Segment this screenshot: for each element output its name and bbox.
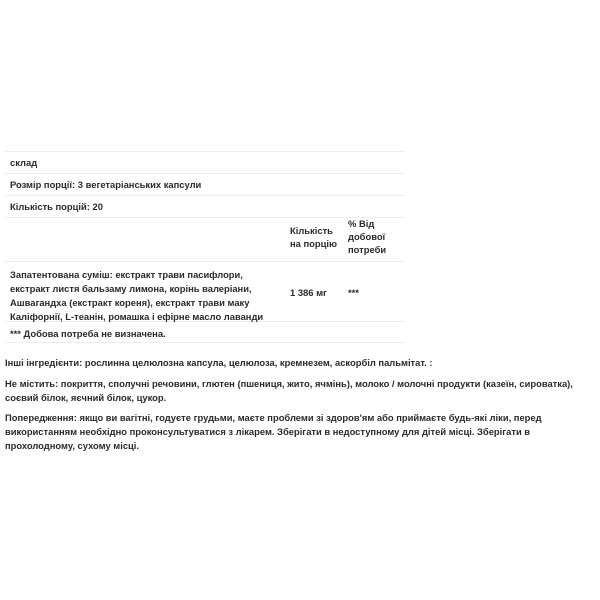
table-row — [5, 261, 405, 321]
free-of: Не містить: покриття, сполучні речовини, глютен (пшениця, жито, ячмінь), молоко / молочні продукти (казеїн, сироватка), соєвий білок, яєчний білок, цукор. — [5, 378, 573, 403]
warning: Попередження: якщо ви вагітні, годуєте грудьми, маєте проблеми зі здоров'ям або приймаєте будь-які ліки, перед використанням необхідно проконсультуватися з лікарем. Зберігати в недоступному для дітей місці. Зберігати в прохолодному, сухому місці. — [5, 412, 542, 451]
serving-size: Розмір порції: 3 вегетаріанських капсули — [5, 173, 405, 195]
amount-header: Кількість на порцію — [290, 225, 337, 249]
servings-per-container: Кількість порцій: 20 — [5, 195, 405, 217]
ingredient-amount: 1 386 мг — [290, 287, 327, 298]
other-ingredients: Інші інгредієнти: рослинна целюлозна капсула, целюлоза, кремнезем, аскорбіл пальмітат. : — [5, 357, 433, 368]
dv-header: % Від добової потреби — [348, 218, 387, 255]
footnote: *** Добова потреба не визначена. — [5, 321, 405, 343]
supplement-facts-table — [5, 151, 405, 343]
table-title: склад — [5, 151, 405, 173]
ingredient-dv: *** — [348, 287, 359, 298]
table-header — [5, 217, 405, 261]
ingredient-name: Запатентована суміш: екстракт трави пасифлори, екстракт листя бальзаму лимона, корінь валеріани, Ашвагандха (екстракт кореня), екстракт трави маку Каліфорнії, L-теанін, ромашка і ефірне масло лаванди — [10, 269, 264, 322]
